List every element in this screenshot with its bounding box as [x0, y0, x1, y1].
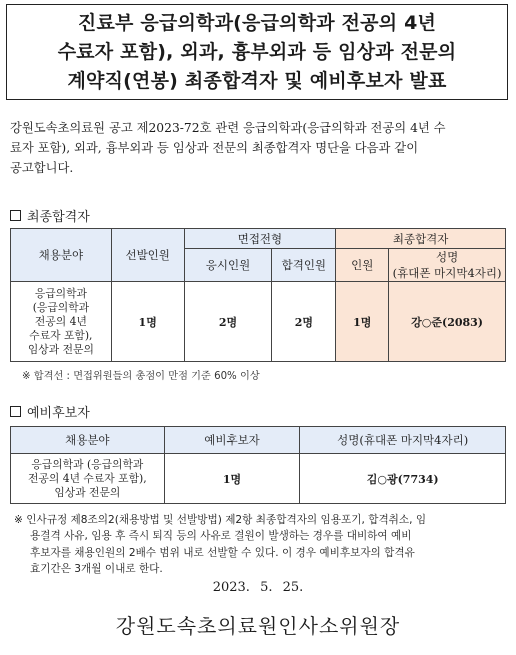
field-line: 수료자 포함), [29, 328, 93, 342]
table-row [11, 282, 506, 362]
title-line-1: 진료부 응급의학과(응급의학과 전공의 4년 [77, 11, 437, 34]
rule-note-line: ※ 인사규정 제8조의2(채용방법 및 선발방법) 제2항 최종합격자의 임용포기, 합격취소, 임 [14, 514, 427, 526]
table-row [11, 454, 506, 504]
rule-note-line: 용결격 사유, 임용 후 즉시 퇴직 등의 사유로 결원이 발생하는 경우를 대비하여 예비 [30, 530, 412, 543]
header-name-line1: 성명 [435, 250, 459, 264]
rule-note-line: 효기간은 3개월 이내로 한다. [30, 563, 163, 576]
header-name: 성명(휴대폰 마지막4자리) [300, 427, 506, 454]
final-section-heading [10, 206, 90, 225]
cell-passed: 2명 [272, 282, 336, 362]
header-count: 인원 [336, 249, 389, 282]
field-line: 응급의학과 [34, 286, 87, 300]
checkbox-square-icon [10, 406, 21, 417]
cell-count: 1명 [164, 454, 300, 504]
final-table [10, 228, 506, 362]
field-line: 임상과 전문의 [27, 342, 94, 356]
field-line: 전공의 4년 수료자 포함), [27, 471, 147, 485]
intro-line: 공고합니다. [10, 161, 74, 175]
header-passed: 합격인원 [272, 249, 336, 282]
intro-line: 강원도속초의료원 공고 제2023-72호 관련 응급의학과(응급의학과 전공의 4년 수 [10, 121, 446, 135]
header-reserve: 예비후보자 [164, 427, 300, 454]
header-name-line2: (휴대폰 마지막4자리) [392, 266, 502, 280]
header-final: 최종합격자 [336, 229, 506, 249]
cell-name: 강○준(2083) [389, 282, 506, 362]
field-line: (응급의학과 [32, 300, 90, 314]
header-field: 채용분야 [11, 427, 165, 454]
cell-quota: 1명 [111, 282, 184, 362]
cell-field [11, 454, 165, 504]
title-line-3: 계약직(연봉) 최종합격자 및 예비후보자 발표 [67, 69, 447, 92]
field-line: 전공의 4년 [34, 314, 87, 328]
header-field: 채용분야 [11, 229, 112, 282]
reserve-section-heading [10, 402, 90, 421]
intro-paragraph [10, 118, 506, 178]
cell-field [11, 282, 112, 362]
cell-name: 김○광(7734) [300, 454, 506, 504]
reserve-section-title: 예비후보자 [27, 406, 90, 421]
cell-count: 1명 [336, 282, 389, 362]
checkbox-square-icon [10, 210, 21, 221]
final-section-title: 최종합격자 [27, 210, 90, 225]
header-interview: 면접전형 [184, 229, 336, 249]
header-quota: 선발인원 [111, 229, 184, 282]
title-line-2: 수료자 포함), 외과, 흉부외과 등 임상과 전문의 [57, 40, 457, 63]
header-name [389, 249, 506, 282]
header-applicants: 응시인원 [184, 249, 272, 282]
cell-applicants: 2명 [184, 282, 272, 362]
field-line: 임상과 전문의 [54, 485, 121, 499]
rule-note-line: 후보자를 채용인원의 2배수 범위 내로 선발할 수 있다. 이 경우 예비후보자의 합격유 [30, 546, 415, 559]
title-box [6, 4, 508, 100]
rule-note [14, 512, 506, 578]
intro-line: 료자 포함), 외과, 흉부외과 등 임상과 전문의 최종합격자 명단을 다음과 같이 [10, 141, 419, 155]
pass-line-note: ※ 합격선 : 면접위원들의 총점이 만점 기준 60% 이상 [22, 371, 260, 382]
announcement-date: 2023. 5. 25. [212, 580, 304, 595]
field-line: 응급의학과 (응급의학과 [31, 457, 144, 471]
reserve-table [10, 426, 506, 504]
signer: 강원도속초의료원인사소위원장 [115, 614, 401, 638]
